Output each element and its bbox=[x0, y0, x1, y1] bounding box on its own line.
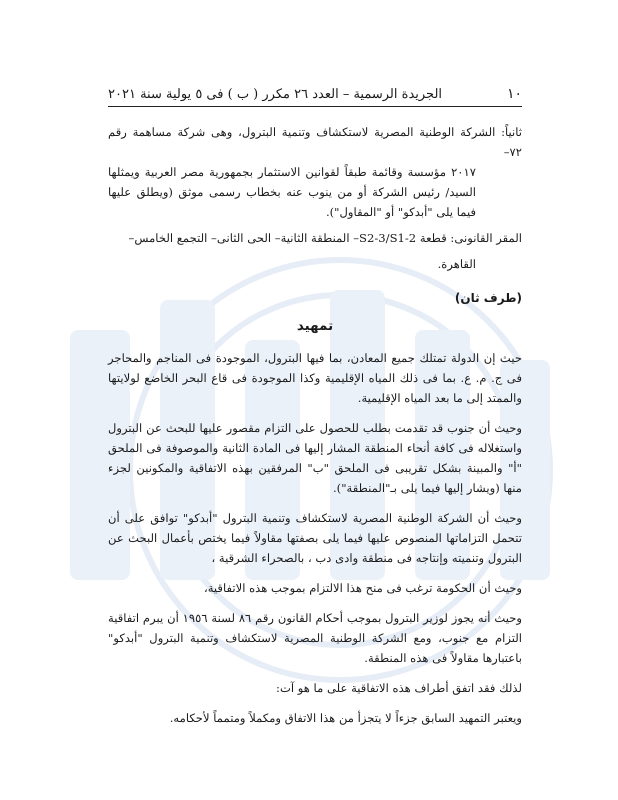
preamble-paragraph: لذلك فقد اتفق أطراف هذه الاتفاقية على ما هو آت: bbox=[276, 681, 522, 695]
preamble-paragraph: ويعتبر التمهيد السابق جزءاً لا يتجزأ من هذا الاتفاق ومكملاً ومتمماً لأحكامه. bbox=[169, 711, 522, 725]
page-number: ١٠ bbox=[506, 86, 522, 102]
party-label: (طرف ثان) bbox=[454, 291, 522, 305]
preamble-paragraph: وحيث أن جنوب قد تقدمت بطلب للحصول على التزام مقصور عليها للبحث عن البترول واستغلاله فى كافة أنحاء المنطقة المشار إليها فى المادة الثانية والموصوفة فى الملحق "أ" والمبينة بشكل تقريبى فى الملحق "ب" المرفقين بهذه الاتفاقية والمكونين لجزء منها (ويشار إليها فيما يلى بـ"المنطقة"). bbox=[108, 421, 522, 495]
preamble-paragraph: وحيث أنه يجوز لوزير البترول بموجب أحكام القانون رقم ٨٦ لسنة ١٩٥٦ أن يبرم اتفاقية التزام مع جنوب، ومع الشركة الوطنية المصرية لاستكشاف وتنمية البترول "أبدكو" باعتبارها مقاولاً فى هذه المنطقة. bbox=[108, 611, 523, 665]
second-party-line2: ٢٠١٧ مؤسسة وقائمة طبقاً لقوانين الاستثمار بجمهورية مصر العربية ويمثلها السيد/ رئيس الشركة أو من ينوب عنه بخطاب رسمى موثق (ويطلق عليها فيما يلى "أبدكو" أو "المقاول"). bbox=[108, 165, 476, 219]
headquarters-line2: القاهرة. bbox=[437, 257, 476, 271]
preamble-paragraph: وحيث أن الشركة الوطنية المصرية لاستكشاف وتنمية البترول "أبدكو" توافق على أن تتحمل التزاماتها المنصوص عليها فيما يلى بصفتها مقاولاً فيما يختص بأعمال البحث عن البترول وتنميته وإنتاجه فى منطقة وادى دب ، بالصحراء الشرقية ، bbox=[108, 511, 522, 565]
preamble-title: تمهيد bbox=[296, 318, 334, 334]
preamble-paragraph: وحيث أن الحكومة ترغب فى منح هذا الالتزام بموجب هذه الاتفاقية، bbox=[203, 581, 522, 595]
gazette-title: الجريدة الرسمية – العدد ٢٦ مكرر ( ب ) فى ٥ يولية سنة ٢٠٢١ bbox=[108, 87, 443, 102]
preamble-paragraph: حيث إن الدولة تمتلك جميع المعادن، بما فيها البترول، الموجودة فى المناجم والمحاجر فى ج. م. ع. بما فى ذلك المياه الإقليمية وكذا الموجودة فى قاع البحر الخاضع لولايتها والممتد إلى ما بعد المياه الإقليمية. bbox=[108, 351, 522, 405]
page-header bbox=[108, 86, 522, 107]
second-party-block bbox=[108, 122, 522, 222]
headquarters-block bbox=[108, 228, 522, 274]
headquarters-line1: المقر القانونى: قطعة S2-3/S1-2– المنطقة الثانية– الحى الثانى– التجمع الخامس– bbox=[128, 231, 522, 245]
document-body bbox=[108, 122, 522, 738]
second-party-line1: ثانياً: الشركة الوطنية المصرية لاستكشاف وتنمية البترول، وهى شركة مساهمة رقم ٧٢– bbox=[108, 125, 522, 159]
